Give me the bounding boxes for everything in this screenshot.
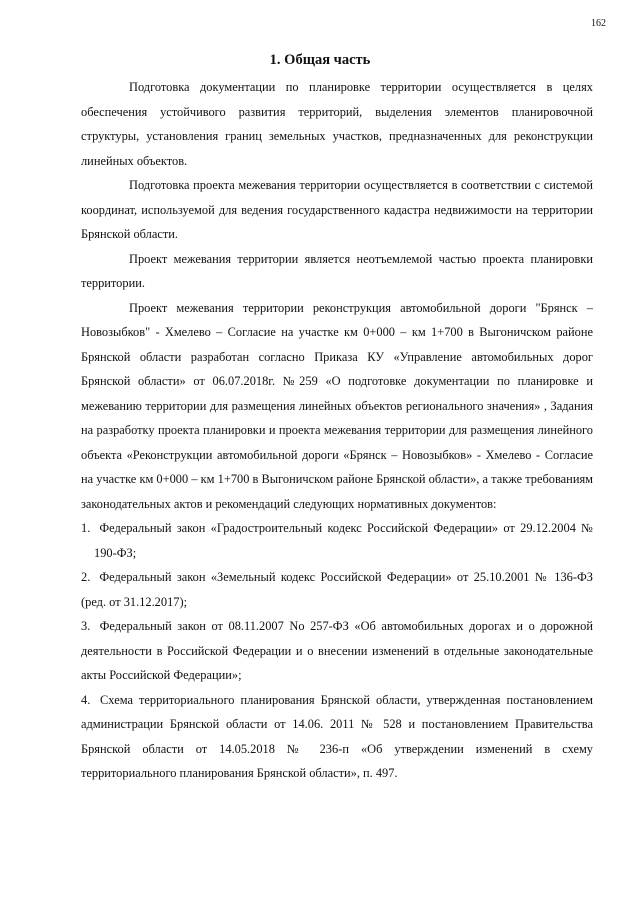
- list-item: [81, 688, 593, 786]
- page-number: 162: [591, 18, 606, 29]
- list-item-number: 3.: [81, 619, 91, 633]
- list-item-text: Федеральный закон «Земельный кодекс Российской Федерации» от 25.10.2001 № 136-ФЗ (ред. от 31.12.2017);: [81, 570, 593, 609]
- paragraph-coordinates: Подготовка проекта межевания территории осуществляется в соответствии с системой координат, используемой для ведения государственного кадастра недвижимости на территории Брянской области.: [81, 178, 593, 241]
- list-item-number: 2.: [81, 570, 91, 584]
- paragraph-purpose: Подготовка документации по планировке территории осуществляется в целях обеспечения устойчивого развития территорий, выделения элементов планировочной структуры, установления границ земельных участков, предназначенных для реконструкции линейных объектов.: [81, 80, 593, 168]
- document-body: [81, 75, 593, 786]
- list-item: [81, 614, 593, 688]
- list-item-number: 4.: [81, 692, 91, 707]
- list-item-number: 1.: [81, 521, 91, 535]
- paragraph-project-basis: Проект межевания территории реконструкция автомобильной дороги "Брянск – Новозыбков" - Хмелево – Согласие на участке км 0+000 – км 1+700 в Выгоничском районе Брянской области разработан согласно Приказа КУ «Управление автомобильных дорог Брянской области» от 06.07.2018г. №259 «О подготовке документации по планировке и межеванию территории для размещения линейных объектов регионального значения» , Задания на разработку проекта планировки и проекта межевания территории для размещения линейного объекта «Реконструкции автомобильной дороги «Брянск – Новозыбков» - Хмелево - Согласие на участке км 0+000 – км 1+700 в Выгоничском районе Брянской области», а также требованиям законодательных актов и рекомендаций следующих нормативных документов:: [81, 300, 593, 511]
- list-item-text: Федеральный закон «Градостроительный кодекс Российской Федерации» от 29.12.2004 № 190-ФЗ;: [94, 521, 594, 560]
- list-item-text: Схема территориального планирования Брянской области, утвержденная постановлением администрации Брянской области от 14.06. 2011 № 528 и постановлением Правительства Брянской области от 14.05.2018 № 236-п «Об утверждении изменений в схему территориального планирования Брянской области», п. 497.: [81, 692, 593, 780]
- normative-documents-list: [81, 516, 593, 786]
- list-item: [81, 516, 593, 565]
- section-heading: 1. Общая часть: [269, 52, 371, 68]
- paragraph-integral-part: Проект межевания территории является неотъемлемой частью проекта планировки территории.: [81, 251, 593, 290]
- list-item: [81, 565, 593, 614]
- list-item-text: Федеральный закон от 08.11.2007 No 257-ФЗ «Об автомобильных дорогах и о дорожной деятельности в Российской Федерации и о внесении изменений в отдельные законодательные акты Российской Федерации»;: [81, 619, 593, 682]
